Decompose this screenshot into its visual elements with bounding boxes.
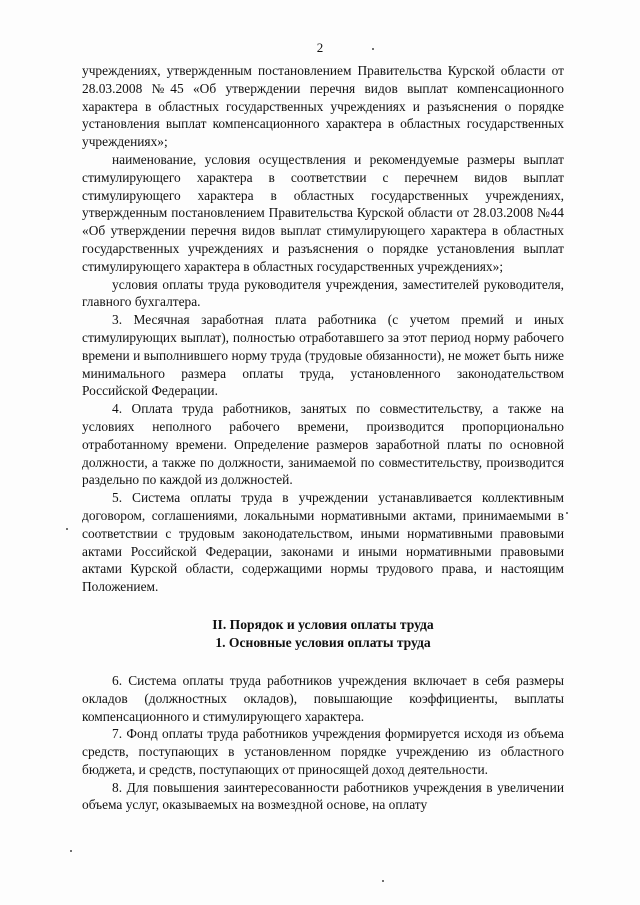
scan-speck: [66, 528, 68, 530]
paragraph: наименование, условия осуществления и рекомендуемые размеры выплат стимулирующего характера в соответствии с перечнем видов выплат стимулирующего характера в областных государственных учреждениях, утвержденным постановлением Правительства Курской области от 28.03.2008 №44 «Об утверждении перечня видов выплат стимулирующего характера в областных государственных учреждениях и разъяснения о порядке установления выплат стимулирующего характера в областных государственных учреждениях»;: [82, 151, 564, 274]
section-heading: II. Порядок и условия оплаты труда: [212, 616, 434, 632]
paragraph: учреждениях, утвержденным постановлением Правительства Курской области от 28.03.2008 №45 «Об утверждении перечня видов выплат компенсационного характера в областных государственных учреждениях и разъяснения о порядке установления выплат компенсационного характера в областных государственных учреждениях»;: [82, 63, 564, 150]
scan-speck: [70, 850, 72, 852]
paragraph: 5. Система оплаты труда в учреждении устанавливается коллективным договором, соглашениями, локальными нормативными актами, принимаемыми в соответствии с трудовым законодательством, иными нормативными правовыми актами Российской Федерации, законами и иными нормативными правовыми актами Курской области, содержащими нормы трудового права, и настоящим Положением.: [82, 490, 564, 595]
document-body: [82, 62, 564, 814]
page-number: 2: [316, 40, 324, 55]
scan-speck: [372, 48, 374, 50]
paragraph: 7. Фонд оплаты труда работников учреждения формируется исходя из объема средств, поступающих в установленном порядке учреждению из областного бюджета, и средств, поступающих от приносящей доход деятельности.: [82, 726, 564, 777]
paragraph: 3. Месячная заработная плата работника (с учетом премий и иных стимулирующих выплат), полностью отработавшего за этот период норму рабочего времени и выполнившего норму труда (трудовые обязанности), не может быть ниже минимального размера оплаты труда, установленного законодательством Российской Федерации.: [82, 312, 564, 399]
paragraph: 8. Для повышения заинтересованности работников учреждения в увеличении объема услуг, оказываемых на возмездной основе, на оплату: [82, 779, 564, 813]
section-headings: [82, 616, 564, 652]
subsection-heading: 1. Основные условия оплаты труда: [215, 634, 431, 650]
paragraph: 6. Система оплаты труда работников учреждения включает в себя размеры окладов (должностных окладов), повышающие коэффициенты, выплаты компенсационного и стимулирующего характера.: [82, 672, 564, 724]
scan-speck: [566, 512, 568, 514]
paragraph: условия оплаты труда руководителя учреждения, заместителей руководителя, главного бухгалтера.: [82, 276, 564, 310]
scan-speck: [382, 880, 384, 882]
paragraph: 4. Оплата труда работников, занятых по совместительству, а также на условиях неполного рабочего времени, производится пропорционально отработанному времени. Определение размеров заработной платы по основной должности, а также по должности, занимаемой по совместительству, производится раздельно по каждой из должностей.: [82, 401, 564, 488]
